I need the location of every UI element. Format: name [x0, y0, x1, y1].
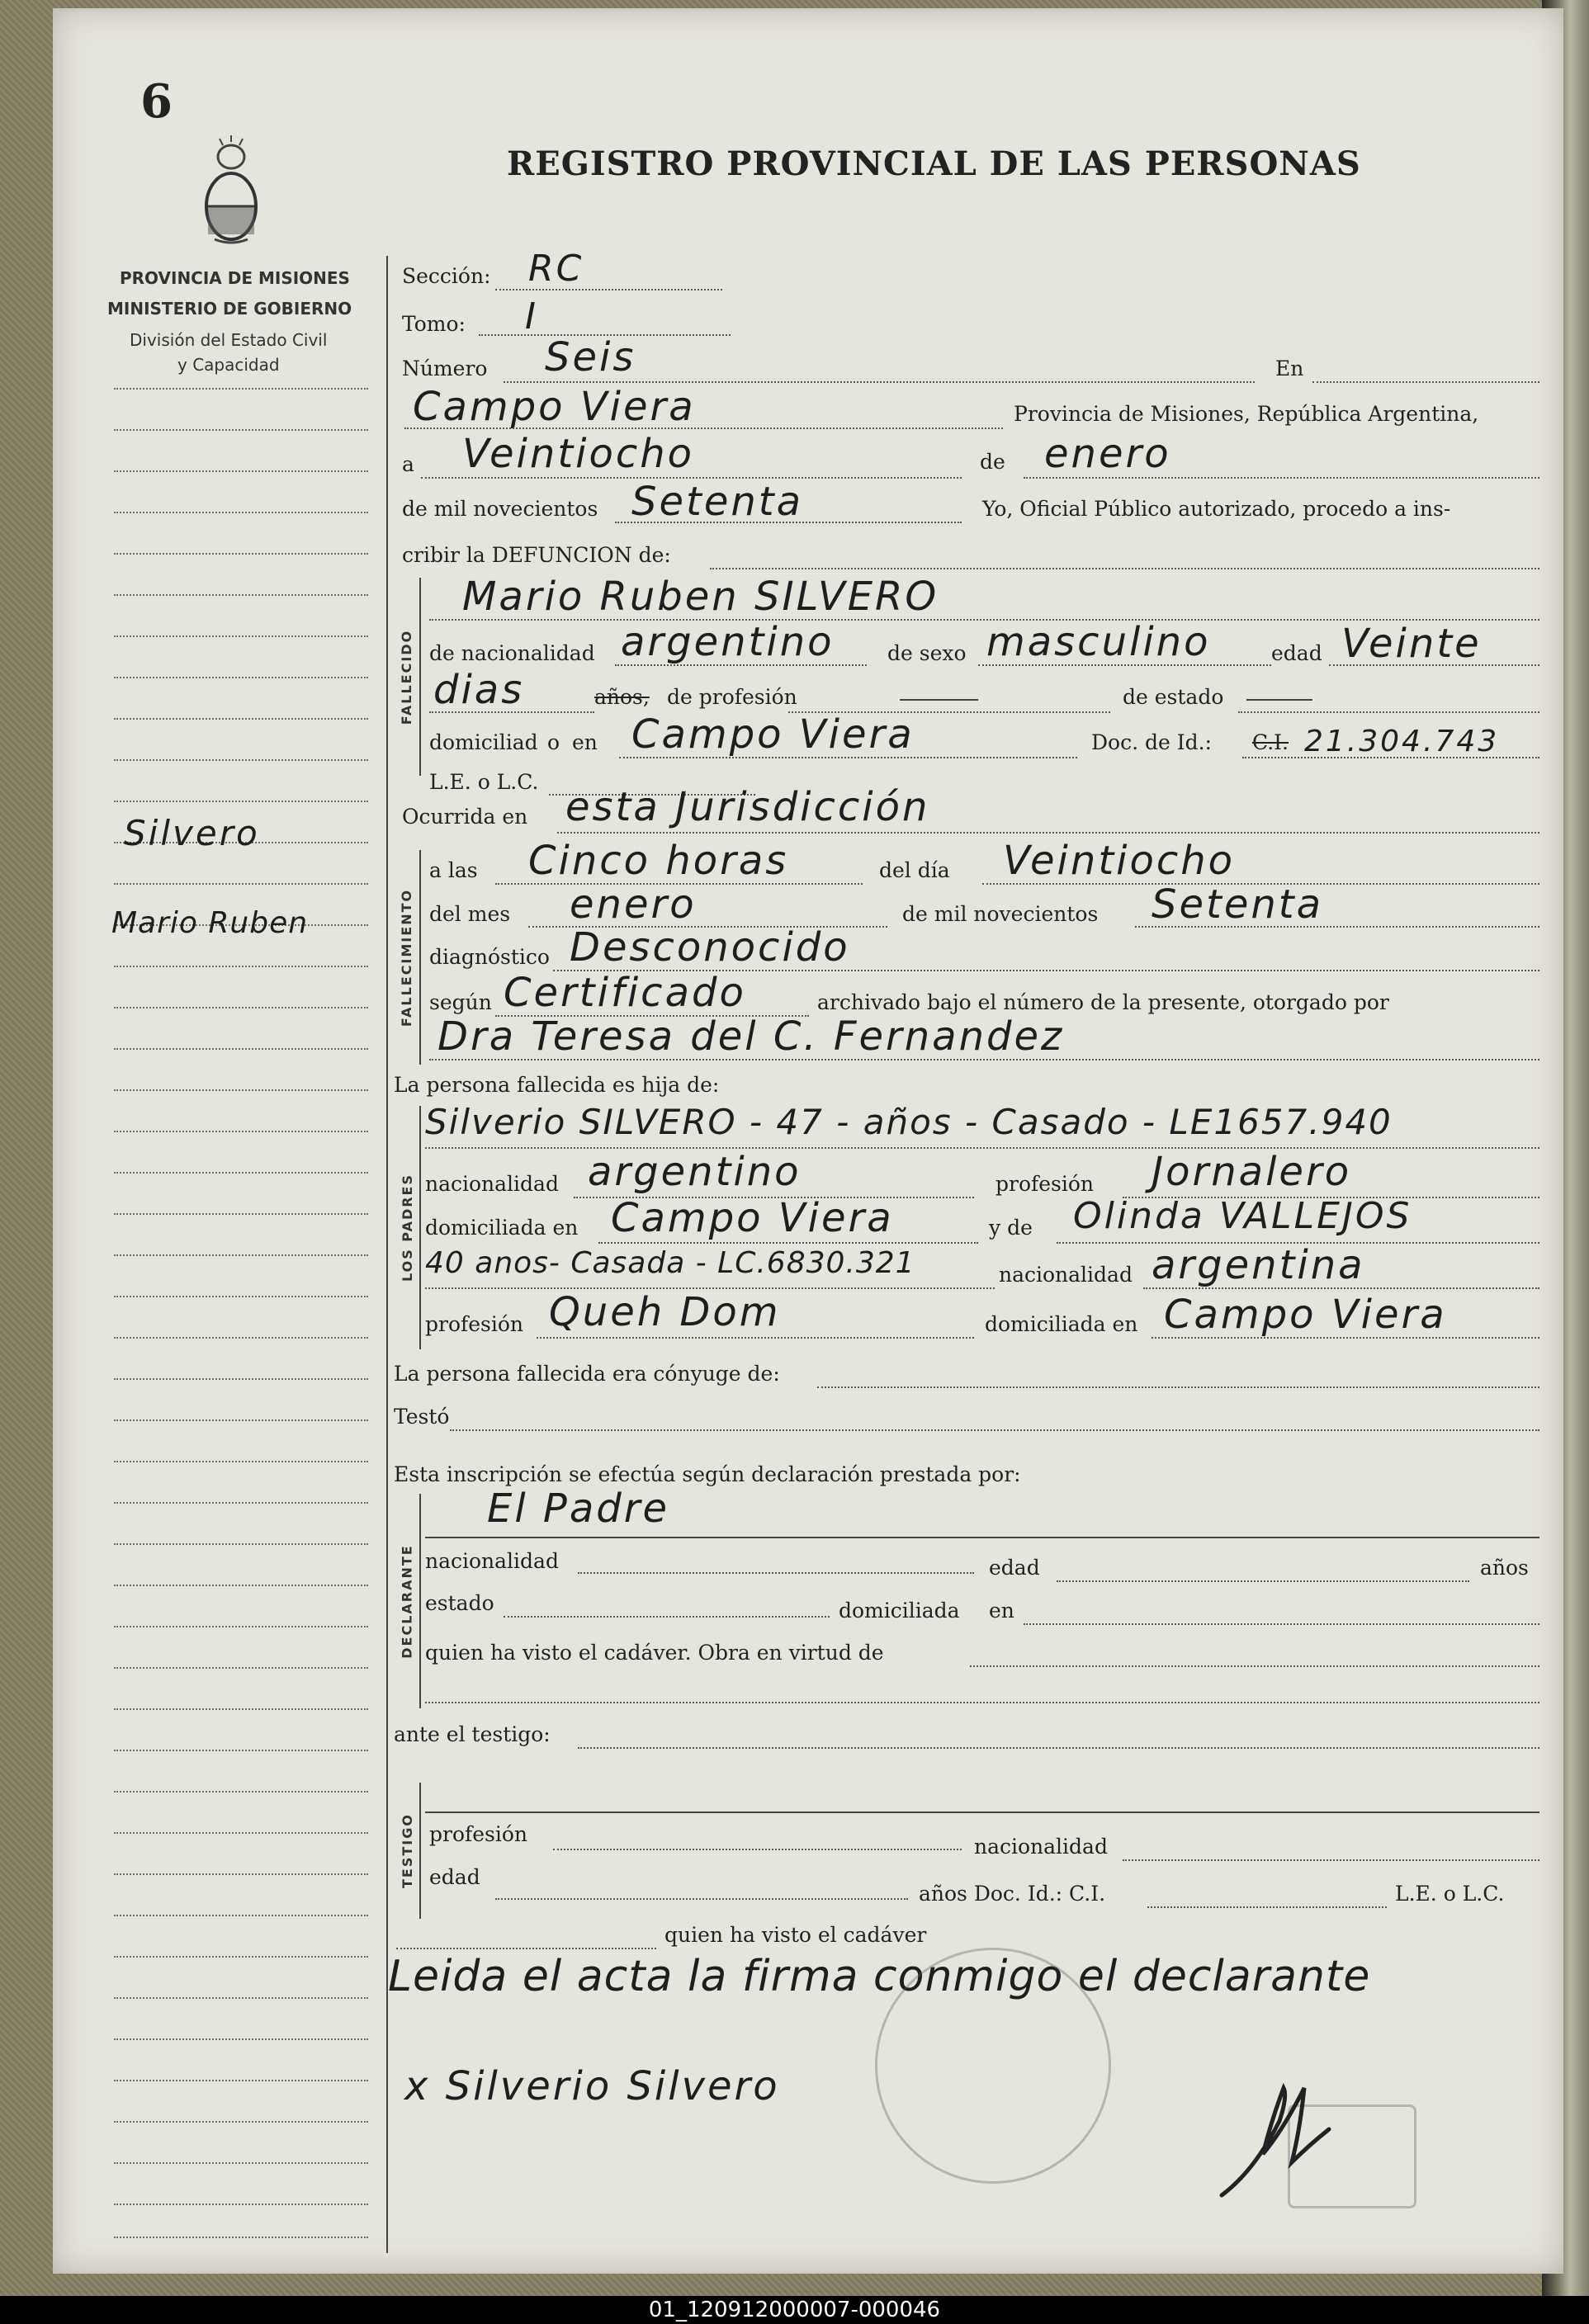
madre-dom-value: Campo Viera	[1164, 1292, 1447, 1338]
estado-label: de estado	[1123, 685, 1224, 709]
sexo-value: masculino	[986, 619, 1211, 665]
medico-value: Dra Teresa del C. Fernandez	[437, 1013, 1065, 1060]
official-seal	[875, 1948, 1111, 2184]
ante-testigo-line	[578, 1747, 1539, 1749]
testigo-le-label: L.E. o L.C.	[1395, 1882, 1505, 1906]
fallecido-side-label: FALLECIDO	[399, 629, 415, 725]
domicilio-en-label: en	[572, 730, 598, 754]
sexo-line	[978, 664, 1271, 666]
declarante-estado-label: estado	[425, 1591, 494, 1615]
madre-dom-label: domiciliada en	[985, 1312, 1138, 1336]
anos-label: años,	[594, 685, 650, 709]
testigo-visto-label: quien ha visto el cadáver	[664, 1923, 927, 1947]
ocurrida-label: Ocurrida en	[402, 805, 528, 829]
seccion-value: RC	[528, 248, 584, 290]
mil2-label: de mil novecientos	[902, 902, 1099, 926]
mes-value: enero	[1044, 431, 1171, 477]
segun-value: Certificado	[504, 970, 746, 1016]
page-number: 6	[140, 74, 173, 129]
madre-nac-line	[1143, 1287, 1539, 1289]
anio2-value: Setenta	[1152, 881, 1324, 928]
declarante-extra-line	[425, 1702, 1539, 1703]
hora-label: a las	[429, 858, 478, 882]
hora-value: Cinco horas	[528, 838, 789, 884]
le-label: L.E. o L.C.	[429, 770, 539, 794]
sexo-label: de sexo	[887, 641, 967, 665]
ocurrida-value: esta Jurisdicción	[565, 784, 930, 830]
lugar-line	[404, 427, 1003, 429]
testigo-rule	[419, 1783, 421, 1919]
tomo-value: I	[525, 295, 538, 338]
a-label: a	[402, 452, 414, 476]
doc-label: Doc. de Id.:	[1091, 730, 1212, 754]
padre-dom-label: domiciliada en	[425, 1216, 579, 1240]
nac-value: argentino	[621, 619, 835, 665]
seccion-line	[495, 289, 722, 290]
declarante-nac-line	[578, 1572, 974, 1574]
nac-label: de nacionalidad	[429, 641, 595, 665]
seccion-label: Sección:	[402, 264, 491, 288]
declarante-dom-line	[1024, 1623, 1539, 1625]
en-label: En	[1275, 357, 1304, 380]
dia2-value: Veintiocho	[1003, 838, 1236, 884]
inscribir-line	[710, 568, 1539, 569]
testigo-doc-label: años Doc. Id.: C.I.	[919, 1882, 1106, 1906]
mil-label: de mil novecientos	[402, 497, 598, 521]
segun-label: según	[429, 990, 492, 1014]
mes2-value: enero	[570, 881, 697, 928]
testigo-nac-label: nacionalidad	[974, 1835, 1108, 1859]
declarante-edad-label: edad	[989, 1556, 1040, 1580]
padre-value: Silverio SILVERO - 47 - años - Casado - LE1657.940	[425, 1102, 1393, 1142]
anio-line	[615, 522, 962, 523]
padres-side-label: LOS PADRES	[399, 1173, 415, 1282]
edad-label: edad	[1271, 641, 1322, 665]
testigo-side-label: TESTIGO	[399, 1813, 415, 1888]
madre-prof-line	[537, 1337, 974, 1339]
testo-line	[450, 1429, 1539, 1431]
edad-line	[1329, 664, 1539, 666]
edad-unidad: dias	[433, 667, 525, 713]
domicilio-label: domiciliad	[429, 730, 538, 754]
declarante-estado-line	[504, 1616, 830, 1618]
declarante-edad-line	[1057, 1580, 1469, 1582]
domicilio-value: Campo Viera	[631, 711, 915, 758]
estado-line	[1238, 711, 1539, 713]
doc-line	[1242, 757, 1539, 758]
conyuge-label: La persona fallecida era cónyuge de:	[394, 1362, 780, 1386]
mes-line	[1024, 477, 1539, 479]
declarante-en-label: en	[989, 1599, 1014, 1623]
de-label: de	[980, 450, 1005, 474]
provincia-label: Provincia de Misiones, República Argentina,	[1014, 402, 1479, 426]
conyuge-line	[817, 1386, 1539, 1388]
madre-prof-label: profesión	[425, 1312, 524, 1336]
testigo-doc-line	[1147, 1906, 1387, 1908]
profesion-dash	[900, 699, 978, 701]
fallecido-rule	[419, 578, 421, 776]
cierre-leida: Leida el acta la firma conmigo el declarante	[388, 1952, 1371, 2001]
doc-type: C.I.	[1252, 730, 1289, 754]
madre-detalle: 40 anos- Casada - LC.6830.321	[425, 1246, 915, 1280]
page-title: REGISTRO PROVINCIAL DE LAS PERSONAS	[507, 144, 1361, 183]
testigo-prof-line	[553, 1849, 962, 1850]
declarante-visto-label: quien ha visto el cadáver. Obra en virtud de	[425, 1641, 884, 1665]
madre-prof-value: Queh Dom	[549, 1289, 781, 1335]
numero-label: Número	[402, 357, 488, 380]
padre-dom-line	[598, 1242, 978, 1244]
madre-nac-value: argentina	[1152, 1242, 1365, 1288]
fallecido-nombre: Mario Ruben SILVERO	[462, 574, 939, 620]
numero-line	[504, 381, 1255, 383]
inscribir-label: cribir la DEFUNCION de:	[402, 543, 671, 567]
nac-line	[615, 664, 867, 666]
padre-nac-label: nacionalidad	[425, 1172, 559, 1196]
dia-value: Veintiocho	[462, 431, 695, 477]
declarante-visto-line	[970, 1665, 1539, 1667]
padres-rule	[419, 1106, 421, 1349]
padre-prof-value: Jornalero	[1152, 1149, 1352, 1195]
declarante-nac-label: nacionalidad	[425, 1549, 559, 1573]
testo-label: Testó	[394, 1405, 450, 1429]
margin-note-name: Mario Ruben	[111, 906, 309, 940]
anio-value: Setenta	[631, 479, 804, 525]
declarante-nombre-line	[425, 1537, 1539, 1538]
testigo-prof-label: profesión	[429, 1822, 528, 1846]
profesion-label: de profesión	[667, 685, 797, 709]
estado-dash	[1246, 699, 1312, 701]
madre-value: Olinda VALLEJOS	[1073, 1195, 1412, 1237]
capacity-label: y Capacidad	[177, 355, 280, 375]
archivado-label: archivado bajo el número de la presente, otorgado por	[817, 990, 1389, 1014]
padre-dom-value: Campo Viera	[611, 1195, 894, 1241]
declarante-side-label: DECLARANTE	[399, 1543, 415, 1659]
tomo-label: Tomo:	[402, 312, 466, 336]
testigo-nombre-line	[425, 1811, 1539, 1813]
en-line	[1312, 381, 1539, 383]
declarante-nombre: El Padre	[487, 1486, 670, 1532]
division-label: División del Estado Civil	[130, 330, 328, 350]
diag-label: diagnóstico	[429, 945, 550, 969]
ante-testigo-label: ante el testigo:	[394, 1722, 551, 1746]
coat-of-arms-icon	[198, 132, 264, 248]
lugar-value: Campo Viera	[413, 384, 696, 430]
margin-note-surname: Silvero	[124, 813, 260, 853]
yde-label: y de	[989, 1216, 1033, 1240]
doc-value: 21.304.743	[1304, 725, 1500, 758]
padre-nac-value: argentino	[588, 1149, 802, 1195]
madre-dom-line	[1152, 1337, 1539, 1339]
declarante-dom-label: domiciliada	[839, 1599, 960, 1623]
declaracion-label: Esta inscripción se efectúa según declaración prestada por:	[394, 1462, 1021, 1486]
anio2-line	[1135, 926, 1539, 928]
padre-prof-label: profesión	[995, 1172, 1095, 1196]
ministry-label: MINISTERIO DE GOBIERNO	[107, 299, 352, 319]
medico-line	[429, 1059, 1539, 1060]
image-id-caption: 01_120912000007-000046	[0, 2296, 1589, 2324]
declarante-anos-label: años	[1480, 1556, 1529, 1580]
cierre-firma: x Silverio Silvero	[404, 2063, 780, 2109]
edad-unidad-line	[429, 711, 594, 713]
official-signature-icon	[1205, 2071, 1345, 2204]
padres-intro: La persona fallecida es hija de:	[394, 1073, 720, 1097]
domicilio-line	[619, 757, 1077, 758]
numero-value: Seis	[545, 334, 636, 380]
dia2-label: del día	[879, 858, 950, 882]
ocurrida-line	[557, 832, 1539, 834]
fallecimiento-rule	[419, 850, 421, 1065]
declarante-rule	[419, 1494, 421, 1708]
testigo-edad-line	[495, 1898, 908, 1900]
diag-value: Desconocido	[570, 924, 850, 971]
domicilio-o: o	[547, 730, 560, 754]
mes2-label: del mes	[429, 902, 511, 926]
testigo-nac-line	[1123, 1859, 1539, 1861]
madre-nac-label: nacionalidad	[999, 1263, 1133, 1287]
oficial-label: Yo, Oficial Público autorizado, procedo a ins-	[982, 497, 1451, 521]
testigo-edad-label: edad	[429, 1865, 480, 1889]
edad-value: Veinte	[1341, 621, 1482, 667]
province-label: PROVINCIA DE MISIONES	[120, 268, 350, 288]
testigo-visto-line	[396, 1948, 656, 1949]
fallecimiento-side-label: FALLECIMIENTO	[399, 888, 415, 1027]
